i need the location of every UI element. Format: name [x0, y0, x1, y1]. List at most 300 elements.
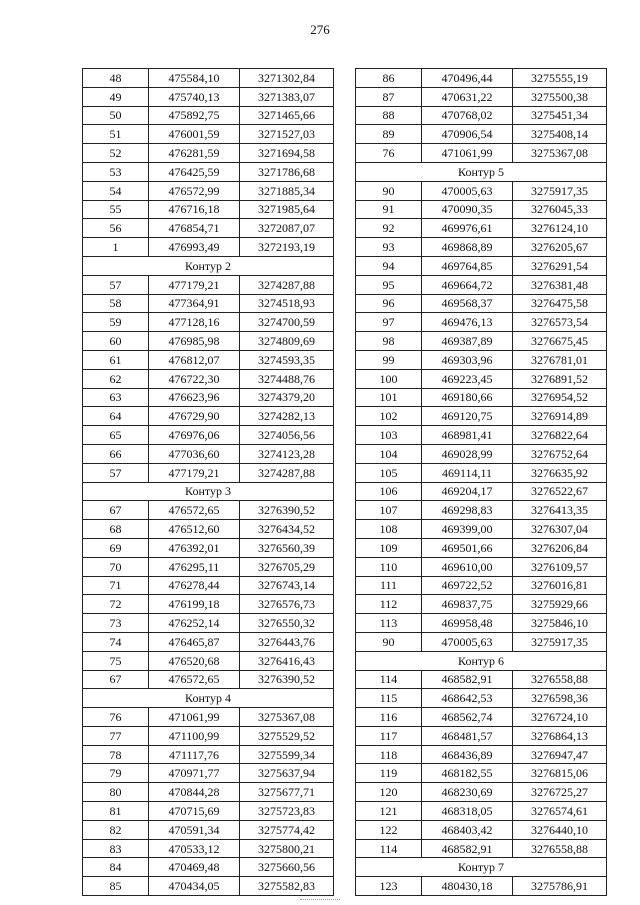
point-number-cell: 90 [356, 632, 422, 651]
x-coordinate-cell: 471117,76 [149, 745, 240, 764]
y-coordinate-cell: 3276390,52 [240, 501, 334, 520]
x-coordinate-cell: 469399,00 [422, 520, 513, 539]
table-row [356, 482, 607, 501]
x-coordinate-cell: 470768,02 [422, 106, 513, 125]
y-coordinate-cell: 3276443,76 [240, 632, 334, 651]
table-row [83, 219, 334, 238]
x-coordinate-cell: 468582,91 [422, 839, 513, 858]
point-number-cell: 77 [83, 726, 149, 745]
y-coordinate-cell: 3276815,06 [513, 764, 607, 783]
table-row [356, 501, 607, 520]
point-number-cell: 54 [83, 181, 149, 200]
table-row [356, 670, 607, 689]
x-coordinate-cell: 476199,18 [149, 595, 240, 614]
y-coordinate-cell: 3276725,27 [513, 783, 607, 802]
table-row [83, 783, 334, 802]
x-coordinate-cell: 476729,90 [149, 407, 240, 426]
y-coordinate-cell: 3276413,35 [513, 501, 607, 520]
table-row [83, 708, 334, 727]
point-number-cell: 98 [356, 332, 422, 351]
y-coordinate-cell: 3271786,68 [240, 162, 334, 181]
point-number-cell: 53 [83, 162, 149, 181]
table-row [356, 69, 607, 88]
table-row [83, 614, 334, 633]
y-coordinate-cell: 3276573,54 [513, 313, 607, 332]
y-coordinate-cell: 3276390,52 [240, 670, 334, 689]
x-coordinate-cell: 470469,48 [149, 858, 240, 877]
table-row [83, 144, 334, 163]
x-coordinate-cell: 470631,22 [422, 87, 513, 106]
point-number-cell: 123 [356, 877, 422, 896]
x-coordinate-cell: 476278,44 [149, 576, 240, 595]
x-coordinate-cell: 469204,17 [422, 482, 513, 501]
y-coordinate-cell: 3276891,52 [513, 369, 607, 388]
x-coordinate-cell: 470906,54 [422, 125, 513, 144]
table-row [83, 745, 334, 764]
y-coordinate-cell: 3276307,04 [513, 520, 607, 539]
y-coordinate-cell: 3275917,35 [513, 632, 607, 651]
x-coordinate-cell: 470591,34 [149, 820, 240, 839]
table-row [83, 802, 334, 821]
y-coordinate-cell: 3275774,42 [240, 820, 334, 839]
table-row [356, 839, 607, 858]
table-row [83, 125, 334, 144]
table-row [356, 557, 607, 576]
table-row [83, 595, 334, 614]
table-row [356, 689, 607, 708]
y-coordinate-cell: 3275451,34 [513, 106, 607, 125]
x-coordinate-cell: 476985,98 [149, 332, 240, 351]
x-coordinate-cell: 476716,18 [149, 200, 240, 219]
table-row [356, 238, 607, 257]
x-coordinate-cell: 476572,65 [149, 670, 240, 689]
table-row [356, 219, 607, 238]
x-coordinate-cell: 476281,59 [149, 144, 240, 163]
y-coordinate-cell: 3274488,76 [240, 369, 334, 388]
y-coordinate-cell: 3275408,14 [513, 125, 607, 144]
point-number-cell: 122 [356, 820, 422, 839]
point-number-cell: 71 [83, 576, 149, 595]
point-number-cell: 93 [356, 238, 422, 257]
x-coordinate-cell: 469958,48 [422, 614, 513, 633]
table-row [356, 332, 607, 351]
y-coordinate-cell: 3275800,21 [240, 839, 334, 858]
y-coordinate-cell: 3276434,52 [240, 520, 334, 539]
point-number-cell: 79 [83, 764, 149, 783]
y-coordinate-cell: 3274287,88 [240, 463, 334, 482]
table-row [83, 87, 334, 106]
y-coordinate-cell: 3271383,07 [240, 87, 334, 106]
table-row [83, 69, 334, 88]
table-row [83, 275, 334, 294]
point-number-cell: 78 [83, 745, 149, 764]
x-coordinate-cell: 471100,99 [149, 726, 240, 745]
point-number-cell: 1 [83, 238, 149, 257]
x-coordinate-cell: 469764,85 [422, 256, 513, 275]
y-coordinate-cell: 3276381,48 [513, 275, 607, 294]
table-body-right [356, 69, 607, 896]
point-number-cell: 74 [83, 632, 149, 651]
y-coordinate-cell: 3276574,61 [513, 802, 607, 821]
table-row [83, 858, 334, 877]
y-coordinate-cell: 3271985,64 [240, 200, 334, 219]
point-number-cell: 76 [356, 144, 422, 163]
point-number-cell: 100 [356, 369, 422, 388]
x-coordinate-cell: 470715,69 [149, 802, 240, 821]
y-coordinate-cell: 3276635,92 [513, 463, 607, 482]
table-row [356, 576, 607, 595]
point-number-cell: 86 [356, 69, 422, 88]
x-coordinate-cell: 468182,55 [422, 764, 513, 783]
table-row [356, 820, 607, 839]
point-number-cell: 50 [83, 106, 149, 125]
y-coordinate-cell: 3274700,59 [240, 313, 334, 332]
point-number-cell: 81 [83, 802, 149, 821]
x-coordinate-cell: 476993,49 [149, 238, 240, 257]
x-coordinate-cell: 477036,60 [149, 444, 240, 463]
point-number-cell: 57 [83, 463, 149, 482]
point-number-cell: 96 [356, 294, 422, 313]
table-row [356, 144, 607, 163]
table-row [356, 256, 607, 275]
y-coordinate-cell: 3276440,10 [513, 820, 607, 839]
point-number-cell: 69 [83, 538, 149, 557]
x-coordinate-cell: 476465,87 [149, 632, 240, 651]
point-number-cell: 55 [83, 200, 149, 219]
x-coordinate-cell: 476623,96 [149, 388, 240, 407]
point-number-cell: 82 [83, 820, 149, 839]
table-row [83, 651, 334, 670]
table-row [83, 820, 334, 839]
y-coordinate-cell: 3272087,07 [240, 219, 334, 238]
x-coordinate-cell: 468582,91 [422, 670, 513, 689]
x-coordinate-cell: 476295,11 [149, 557, 240, 576]
x-coordinate-cell: 476001,59 [149, 125, 240, 144]
table-row [83, 162, 334, 181]
point-number-cell: 101 [356, 388, 422, 407]
x-coordinate-cell: 468642,53 [422, 689, 513, 708]
section-header-row [83, 482, 334, 501]
table-row [83, 764, 334, 783]
table-row [83, 726, 334, 745]
x-coordinate-cell: 476722,30 [149, 369, 240, 388]
y-coordinate-cell: 3276045,33 [513, 200, 607, 219]
x-coordinate-cell: 476572,99 [149, 181, 240, 200]
point-number-cell: 92 [356, 219, 422, 238]
point-number-cell: 109 [356, 538, 422, 557]
y-coordinate-cell: 3276947,47 [513, 745, 607, 764]
x-coordinate-cell: 477179,21 [149, 275, 240, 294]
point-number-cell: 60 [83, 332, 149, 351]
table-row [356, 407, 607, 426]
table-row [356, 726, 607, 745]
point-number-cell: 52 [83, 144, 149, 163]
y-coordinate-cell: 3275917,35 [513, 181, 607, 200]
y-coordinate-cell: 3276550,32 [240, 614, 334, 633]
table-row [83, 520, 334, 539]
x-coordinate-cell: 469028,99 [422, 444, 513, 463]
point-number-cell: 110 [356, 557, 422, 576]
table-row [83, 501, 334, 520]
x-coordinate-cell: 477128,16 [149, 313, 240, 332]
y-coordinate-cell: 3275846,10 [513, 614, 607, 633]
table-row [83, 350, 334, 369]
table-row [356, 313, 607, 332]
y-coordinate-cell: 3276522,67 [513, 482, 607, 501]
y-coordinate-cell: 3276576,73 [240, 595, 334, 614]
point-number-cell: 89 [356, 125, 422, 144]
point-number-cell: 90 [356, 181, 422, 200]
x-coordinate-cell: 476812,07 [149, 350, 240, 369]
point-number-cell: 59 [83, 313, 149, 332]
x-coordinate-cell: 476976,06 [149, 426, 240, 445]
table-row [83, 463, 334, 482]
x-coordinate-cell: 468403,42 [422, 820, 513, 839]
section-label: Контур 4 [83, 689, 334, 708]
table-body-left [83, 69, 334, 896]
point-number-cell: 87 [356, 87, 422, 106]
section-label: Контур 3 [83, 482, 334, 501]
y-coordinate-cell: 3275929,66 [513, 595, 607, 614]
x-coordinate-cell: 469664,72 [422, 275, 513, 294]
x-coordinate-cell: 470090,35 [422, 200, 513, 219]
point-number-cell: 63 [83, 388, 149, 407]
point-number-cell: 64 [83, 407, 149, 426]
x-coordinate-cell: 468481,57 [422, 726, 513, 745]
x-coordinate-cell: 476572,65 [149, 501, 240, 520]
table-row [83, 388, 334, 407]
table-row [83, 576, 334, 595]
x-coordinate-cell: 470844,28 [149, 783, 240, 802]
point-number-cell: 65 [83, 426, 149, 445]
x-coordinate-cell: 475584,10 [149, 69, 240, 88]
x-coordinate-cell: 471061,99 [149, 708, 240, 727]
y-coordinate-cell: 3276560,39 [240, 538, 334, 557]
y-coordinate-cell: 3275367,08 [513, 144, 607, 163]
point-number-cell: 95 [356, 275, 422, 294]
y-coordinate-cell: 3276724,10 [513, 708, 607, 727]
y-coordinate-cell: 3276752,64 [513, 444, 607, 463]
y-coordinate-cell: 3275677,71 [240, 783, 334, 802]
y-coordinate-cell: 3276743,14 [240, 576, 334, 595]
point-number-cell: 116 [356, 708, 422, 727]
point-number-cell: 67 [83, 501, 149, 520]
x-coordinate-cell: 476854,71 [149, 219, 240, 238]
x-coordinate-cell: 469120,75 [422, 407, 513, 426]
y-coordinate-cell: 3271302,84 [240, 69, 334, 88]
y-coordinate-cell: 3276781,01 [513, 350, 607, 369]
x-coordinate-cell: 469610,00 [422, 557, 513, 576]
table-row [356, 444, 607, 463]
table-row [83, 313, 334, 332]
x-coordinate-cell: 476252,14 [149, 614, 240, 633]
table-row [83, 632, 334, 651]
table-row [356, 350, 607, 369]
y-coordinate-cell: 3275529,52 [240, 726, 334, 745]
point-number-cell: 119 [356, 764, 422, 783]
coordinates-table-right [355, 68, 607, 896]
table-row [356, 764, 607, 783]
y-coordinate-cell: 3275786,91 [513, 877, 607, 896]
x-coordinate-cell: 468436,89 [422, 745, 513, 764]
table-row [356, 802, 607, 821]
point-number-cell: 107 [356, 501, 422, 520]
point-number-cell: 91 [356, 200, 422, 219]
point-number-cell: 120 [356, 783, 422, 802]
point-number-cell: 114 [356, 670, 422, 689]
point-number-cell: 84 [83, 858, 149, 877]
table-row [356, 294, 607, 313]
x-coordinate-cell: 468230,69 [422, 783, 513, 802]
y-coordinate-cell: 3276914,89 [513, 407, 607, 426]
table-row [83, 106, 334, 125]
x-coordinate-cell: 470005,63 [422, 181, 513, 200]
point-number-cell: 97 [356, 313, 422, 332]
y-coordinate-cell: 3276558,88 [513, 670, 607, 689]
point-number-cell: 103 [356, 426, 422, 445]
x-coordinate-cell: 470971,77 [149, 764, 240, 783]
table-row [83, 294, 334, 313]
y-coordinate-cell: 3271527,03 [240, 125, 334, 144]
point-number-cell: 117 [356, 726, 422, 745]
point-number-cell: 75 [83, 651, 149, 670]
point-number-cell: 68 [83, 520, 149, 539]
point-number-cell: 114 [356, 839, 422, 858]
table-row [356, 369, 607, 388]
table-row [356, 783, 607, 802]
table-row [83, 407, 334, 426]
x-coordinate-cell: 469298,83 [422, 501, 513, 520]
section-label: Контур 5 [356, 162, 607, 181]
y-coordinate-cell: 3275367,08 [240, 708, 334, 727]
x-coordinate-cell: 470005,63 [422, 632, 513, 651]
point-number-cell: 88 [356, 106, 422, 125]
table-row [83, 877, 334, 896]
table-row [83, 538, 334, 557]
page-number: 276 [310, 22, 330, 37]
x-coordinate-cell: 476512,60 [149, 520, 240, 539]
x-coordinate-cell: 468981,41 [422, 426, 513, 445]
x-coordinate-cell: 476392,01 [149, 538, 240, 557]
table-row [356, 632, 607, 651]
table-row [356, 745, 607, 764]
y-coordinate-cell: 3276558,88 [513, 839, 607, 858]
y-coordinate-cell: 3274518,93 [240, 294, 334, 313]
table-row [83, 557, 334, 576]
table-row [356, 595, 607, 614]
table-row [83, 332, 334, 351]
table-row [356, 87, 607, 106]
point-number-cell: 58 [83, 294, 149, 313]
point-number-cell: 66 [83, 444, 149, 463]
point-number-cell: 102 [356, 407, 422, 426]
section-label: Контур 2 [83, 256, 334, 275]
table-row [83, 200, 334, 219]
y-coordinate-cell: 3274593,35 [240, 350, 334, 369]
section-label: Контур 7 [356, 858, 607, 877]
scan-artifact-line [300, 899, 340, 901]
point-number-cell: 76 [83, 708, 149, 727]
x-coordinate-cell: 468562,74 [422, 708, 513, 727]
x-coordinate-cell: 469722,52 [422, 576, 513, 595]
table-row [356, 538, 607, 557]
point-number-cell: 67 [83, 670, 149, 689]
table-row [356, 877, 607, 896]
y-coordinate-cell: 3275500,38 [513, 87, 607, 106]
point-number-cell: 61 [83, 350, 149, 369]
table-row [356, 200, 607, 219]
table-row [83, 839, 334, 858]
x-coordinate-cell: 470434,05 [149, 877, 240, 896]
point-number-cell: 73 [83, 614, 149, 633]
y-coordinate-cell: 3276016,81 [513, 576, 607, 595]
point-number-cell: 113 [356, 614, 422, 633]
point-number-cell: 118 [356, 745, 422, 764]
point-number-cell: 56 [83, 219, 149, 238]
y-coordinate-cell: 3275582,83 [240, 877, 334, 896]
y-coordinate-cell: 3275660,56 [240, 858, 334, 877]
table-row [356, 614, 607, 633]
y-coordinate-cell: 3271885,34 [240, 181, 334, 200]
y-coordinate-cell: 3276475,58 [513, 294, 607, 313]
point-number-cell: 99 [356, 350, 422, 369]
table-row [83, 426, 334, 445]
point-number-cell: 112 [356, 595, 422, 614]
x-coordinate-cell: 469501,66 [422, 538, 513, 557]
section-header-row [83, 689, 334, 708]
y-coordinate-cell: 3275555,19 [513, 69, 607, 88]
point-number-cell: 83 [83, 839, 149, 858]
y-coordinate-cell: 3276124,10 [513, 219, 607, 238]
table-row [356, 181, 607, 200]
y-coordinate-cell: 3276705,29 [240, 557, 334, 576]
y-coordinate-cell: 3276206,84 [513, 538, 607, 557]
y-coordinate-cell: 3274809,69 [240, 332, 334, 351]
y-coordinate-cell: 3275599,34 [240, 745, 334, 764]
x-coordinate-cell: 470533,12 [149, 839, 240, 858]
x-coordinate-cell: 469387,89 [422, 332, 513, 351]
y-coordinate-cell: 3276291,54 [513, 256, 607, 275]
y-coordinate-cell: 3274282,13 [240, 407, 334, 426]
table-row [83, 444, 334, 463]
y-coordinate-cell: 3274056,56 [240, 426, 334, 445]
section-label: Контур 6 [356, 651, 607, 670]
point-number-cell: 104 [356, 444, 422, 463]
point-number-cell: 115 [356, 689, 422, 708]
x-coordinate-cell: 469837,75 [422, 595, 513, 614]
point-number-cell: 121 [356, 802, 422, 821]
point-number-cell: 111 [356, 576, 422, 595]
coordinates-table-left [82, 68, 334, 896]
point-number-cell: 105 [356, 463, 422, 482]
table-row [356, 388, 607, 407]
y-coordinate-cell: 3271694,58 [240, 144, 334, 163]
point-number-cell: 94 [356, 256, 422, 275]
x-coordinate-cell: 476425,59 [149, 162, 240, 181]
point-number-cell: 62 [83, 369, 149, 388]
y-coordinate-cell: 3274287,88 [240, 275, 334, 294]
y-coordinate-cell: 3275723,83 [240, 802, 334, 821]
table-row [356, 463, 607, 482]
table-row [356, 708, 607, 727]
y-coordinate-cell: 3276416,43 [240, 651, 334, 670]
x-coordinate-cell: 469868,89 [422, 238, 513, 257]
point-number-cell: 72 [83, 595, 149, 614]
y-coordinate-cell: 3274123,28 [240, 444, 334, 463]
x-coordinate-cell: 468318,05 [422, 802, 513, 821]
point-number-cell: 51 [83, 125, 149, 144]
y-coordinate-cell: 3276954,52 [513, 388, 607, 407]
